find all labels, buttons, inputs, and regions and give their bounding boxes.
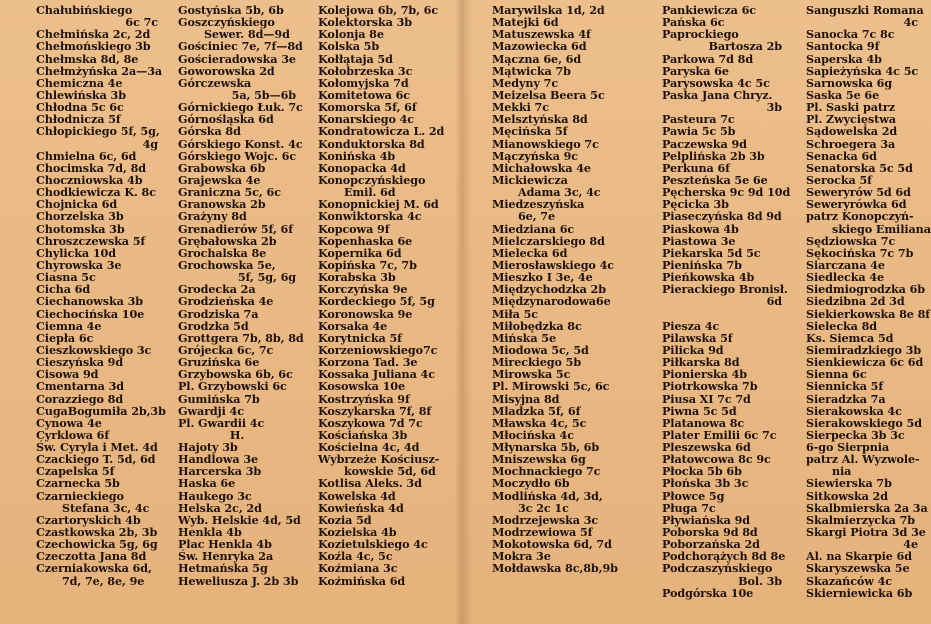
- street-entry: Konduktorska 8d: [318, 136, 425, 151]
- street-entry: 4e: [903, 537, 918, 552]
- street-entry: Choczniowska 4b: [36, 172, 143, 187]
- street-entry: Płońska 3b 3c: [662, 476, 749, 491]
- street-entry: Emil. 6d: [344, 185, 396, 200]
- street-entry: Paczewska 9d: [662, 136, 747, 151]
- street-entry: Sarnowska 6g: [806, 75, 893, 90]
- street-entry: Matejki 6d: [492, 15, 559, 30]
- street-entry: Miłobędzka 8c: [492, 318, 582, 333]
- street-entry: Bartosza 2b: [708, 39, 782, 54]
- street-entry: Pierackiego Bronisł.: [662, 282, 788, 297]
- street-entry: Mochnackiego 7c: [492, 464, 601, 479]
- street-entry: Piaseczyńska 8d 9d: [662, 209, 782, 224]
- street-entry: Kolonja 8e: [318, 27, 384, 42]
- street-entry: Pl. Gwardii 4c: [178, 415, 265, 430]
- street-entry: Pl. Saski patrz: [806, 100, 895, 115]
- street-entry: Skargi Piotra 3d 3e: [806, 525, 926, 540]
- street-entry: Chłodnicza 5f: [36, 112, 121, 127]
- street-entry: Chłodna 5c 6c: [36, 100, 124, 115]
- street-entry: Chyrowska 3e: [36, 257, 122, 272]
- street-entry: Korczyńska 9e: [318, 282, 408, 297]
- street-entry: Granowska 2b: [178, 197, 266, 212]
- street-entry: Czechowicka 5g, 6g: [36, 537, 158, 552]
- street-entry: Chełmońskiego 3b: [36, 39, 151, 54]
- street-entry: Matuszewska 4f: [492, 27, 591, 42]
- street-entry: Kostrzyńska 9f: [318, 391, 410, 406]
- street-entry: Siedmiogrodzka 6b: [806, 282, 925, 297]
- street-entry: Siedlecka 4e: [806, 270, 885, 285]
- street-entry: Handlowa 3e: [178, 452, 259, 467]
- street-entry: Czarnieckiego: [36, 488, 124, 503]
- street-entry: Grodecka 2a: [178, 282, 256, 297]
- street-entry: Chemiczna 4e: [36, 75, 123, 90]
- street-entry: Młocińska 4c: [492, 427, 574, 442]
- street-entry: Konopacka 4d: [318, 160, 406, 175]
- street-entry: 3c 2c 1c: [518, 500, 569, 515]
- street-entry: patrz Konopczyń-: [806, 209, 914, 224]
- street-entry: Koźla 4c, 5c: [318, 549, 393, 564]
- street-entry: Ks. Siemca 5d: [806, 330, 894, 345]
- street-entry: Heweliusza J. 2b 3b: [178, 573, 299, 588]
- street-entry: Kossaka Juliana 4c: [318, 367, 435, 382]
- street-entry: Kotlisa Aleks. 3d: [318, 476, 422, 491]
- street-entry: Grodzieńska 4e: [178, 294, 274, 309]
- street-entry: Pilawska 5f: [662, 330, 733, 345]
- street-entry: Kościelna 4c, 4d: [318, 440, 420, 455]
- street-entry: Kościańska 3b: [318, 427, 408, 442]
- street-entry: Modrzewiowa 5f: [492, 525, 593, 540]
- street-entry: Piaskowa 4b: [662, 221, 739, 236]
- street-entry: Grójecka 6c, 7c: [178, 342, 274, 357]
- street-entry: Sienkiewicza 6c 6d: [806, 355, 924, 370]
- street-entry: Poborzańska 2d: [662, 537, 760, 552]
- street-entry: Grębałowska 2b: [178, 233, 277, 248]
- street-entry: Czartoryskich 4b: [36, 512, 141, 527]
- street-entry: Sierakowskiego 5d: [806, 415, 922, 430]
- street-entry: Płocka 5b 6b: [662, 464, 742, 479]
- street-entry: 4c: [903, 15, 918, 30]
- street-entry: Koszykarska 7f, 8f: [318, 403, 432, 418]
- street-entry: Kosowska 10e: [318, 379, 406, 394]
- street-entry: Saska 5e 6e: [806, 87, 880, 102]
- street-entry: Chełmińska 2c, 2d: [36, 27, 151, 42]
- street-entry: Pęcicka 3b: [662, 197, 729, 212]
- street-entry: Kopenhaska 6e: [318, 233, 413, 248]
- street-entry: Kozietulskiego 4c: [318, 537, 428, 552]
- street-entry: Koronowska 9e: [318, 306, 413, 321]
- street-entry: Senatorska 5c 5d: [806, 160, 913, 175]
- index-column-4: [492, 4, 642, 575]
- street-entry: Mladzka 5f, 6f: [492, 403, 581, 418]
- street-entry: Mirowska 5c: [492, 367, 571, 382]
- street-entry: Mokra 3e: [492, 549, 551, 564]
- street-entry: Paska Jana Chryz.: [662, 87, 773, 102]
- street-entry: Konińska 4b: [318, 148, 396, 163]
- street-entry: Chorzelska 3b: [36, 209, 124, 224]
- street-entry: Kozielska 4b: [318, 525, 397, 540]
- street-entry: 6d: [766, 294, 782, 309]
- street-entry: Mierosławskiego 4c: [492, 257, 614, 272]
- street-entry: Pływiańska 9d: [662, 512, 750, 527]
- street-entry: Sanguszki Romana: [806, 3, 924, 17]
- street-entry: Chałubińskiego: [36, 3, 133, 17]
- street-entry: Korabska 3b: [318, 270, 396, 285]
- street-entry: Mielecka 6d: [492, 245, 568, 260]
- street-entry: Siewierska 7b: [806, 476, 892, 491]
- street-entry: Siedzibna 2d 3d: [806, 294, 905, 309]
- street-entry: Podczaszyńskiego: [662, 561, 773, 576]
- street-entry: Pienińska 7b: [662, 257, 742, 272]
- street-entry: Pelplińska 2b 3b: [662, 148, 765, 163]
- street-entry: Kolejowa 6b, 7b, 6c: [318, 3, 439, 17]
- street-entry: patrz Al. Wyzwole-: [806, 452, 920, 467]
- street-entry: Sielecka 8d: [806, 318, 878, 333]
- street-entry: Sieradzka 7a: [806, 391, 886, 406]
- street-entry: Chylicka 10d: [36, 245, 116, 260]
- street-entry: Hetmańska 5g: [178, 561, 268, 576]
- street-entry: Pawia 5c 5b: [662, 124, 736, 139]
- street-entry: Skaryszewska 5e: [806, 561, 910, 576]
- street-entry: Cynowa 4e: [36, 415, 102, 430]
- street-entry: Stefana 3c, 4c: [62, 500, 150, 515]
- street-entry: Konarskiego 4c: [318, 112, 415, 127]
- street-entry: Ciasna 5c: [36, 270, 96, 285]
- street-entry: Sękocińska 7c 7b: [806, 245, 914, 260]
- street-entry: Cyrklowa 6f: [36, 427, 110, 442]
- street-entry: 7d, 7e, 8e, 9e: [62, 573, 145, 588]
- street-entry: Ciechanowska 3b: [36, 294, 143, 309]
- street-entry: Goworowska 2d: [178, 63, 275, 78]
- street-entry: Grodziska 7a: [178, 306, 259, 321]
- street-entry: Chełmżyńska 2a—3a: [36, 63, 163, 78]
- street-entry: Konopnickiej M. 6d: [318, 197, 439, 212]
- street-entry: Kowieńska 4d: [318, 500, 404, 515]
- street-entry: Miedzeszyńska: [492, 197, 585, 212]
- street-entry: Piusa XI 7c 7d: [662, 391, 751, 406]
- street-entry: Komitetowa 6c: [318, 87, 411, 102]
- street-entry: Grochalska 8e: [178, 245, 267, 260]
- street-entry: Marywilska 1d, 2d: [492, 3, 605, 17]
- street-entry: Hajoty 3b: [178, 440, 238, 455]
- street-entry: Henkla 4b: [178, 525, 242, 540]
- street-entry: Gostyńska 5b, 6b: [178, 3, 284, 17]
- street-entry: Harcerska 3b: [178, 464, 262, 479]
- street-entry: Al. na Skarpie 6d: [806, 549, 912, 564]
- street-entry: Podchorążych 8d 8e: [662, 549, 786, 564]
- street-entry: Chodkiewicza K. 8c: [36, 185, 156, 200]
- street-entry: Sewer. 8d—9d: [204, 27, 290, 42]
- street-entry: Chotomska 3b: [36, 221, 125, 236]
- street-entry: Korytnicka 5f: [318, 330, 402, 345]
- street-entry: Corazziego 8d: [36, 391, 124, 406]
- street-entry: Piłkarska 8d: [662, 355, 740, 370]
- street-entry: Cisowa 9d: [36, 367, 99, 382]
- street-entry: Górczewska: [178, 75, 252, 90]
- street-entry: Skazańców 4c: [806, 573, 893, 588]
- street-entry: Skierniewicka 6b: [806, 585, 913, 600]
- street-entry: Parysowska 4c 5c: [662, 75, 770, 90]
- street-entry: Chłopickiego 5f, 5g,: [36, 124, 160, 139]
- street-entry: Kołomyjska 7d: [318, 75, 409, 90]
- street-entry: Chlewińska 3b: [36, 87, 126, 102]
- street-entry: CugaBogumiła 2b,3b: [36, 403, 166, 418]
- street-entry: Mickiewicza: [492, 172, 568, 187]
- street-entry: Serocka 5f: [806, 172, 872, 187]
- street-entry: Pasteura 7c: [662, 112, 735, 127]
- street-entry: Młynarska 5b, 6b: [492, 440, 600, 455]
- street-entry: Pleszewska 6d: [662, 440, 751, 455]
- street-entry: Piesza 4c: [662, 318, 720, 333]
- street-entry: Modlińska 4d, 3d,: [492, 488, 603, 503]
- street-entry: Pl. Mirowski 5c, 6c: [492, 379, 610, 394]
- street-entry: Grzybowska 6b, 6c: [178, 367, 293, 382]
- index-column-1: [36, 3, 166, 588]
- street-entry: Mławska 4c, 5c: [492, 415, 587, 430]
- street-entry: Siennicka 5f: [806, 379, 884, 394]
- street-entry: Św. Cyryla i Met. 4d: [36, 440, 158, 455]
- street-entry: Konopczyńskiego: [318, 172, 426, 187]
- street-entry: Sądowelska 2d: [806, 124, 898, 139]
- street-entry: Grodzka 5d: [178, 318, 249, 333]
- street-entry: [662, 308, 782, 320]
- street-entry: Mińska 5e: [492, 330, 556, 345]
- street-entry: Pankiewicza 6c: [662, 3, 756, 17]
- street-entry: Mączyńska 9c: [492, 148, 579, 163]
- street-entry: 5f, 5g, 6g: [237, 270, 296, 285]
- street-entry: Cicha 6d: [36, 282, 91, 297]
- street-entry: Melsztyńska 8d: [492, 112, 588, 127]
- street-entry: Czastkowska 2b, 3b: [36, 525, 158, 540]
- street-entry: Plater Emilii 6c 7c: [662, 427, 777, 442]
- street-entry: Pionierska 4b: [662, 367, 748, 382]
- street-entry: Kołłątaja 5d: [318, 51, 393, 66]
- street-entry: Chojnicka 6d: [36, 197, 118, 212]
- street-entry: Grottgera 7b, 8b, 8d: [178, 330, 304, 345]
- street-entry: Mieszko I 3e, 4e: [492, 270, 593, 285]
- street-entry: Pieńkowska 4b: [662, 270, 755, 285]
- street-entry: Mazowiecka 6d: [492, 39, 587, 54]
- street-entry: Chmielna 6c, 6d: [36, 148, 137, 163]
- street-entry: Korzeniowskiego7c: [318, 342, 438, 357]
- street-entry: Kordeckiego 5f, 5g: [318, 294, 435, 309]
- street-entry: Grenadierów 5f, 6f: [178, 221, 293, 236]
- street-entry: Kowelska 4d: [318, 488, 396, 503]
- street-entry: Grażyny 8d: [178, 209, 247, 224]
- street-entry: Koźmińska 6d: [318, 573, 406, 588]
- street-entry: Sierpecka 3b 3c: [806, 427, 905, 442]
- street-entry: Chocimska 7d, 8d: [36, 160, 146, 175]
- street-entry: Sitkowska 2d: [806, 488, 888, 503]
- street-entry: Międzychodzka 2b: [492, 282, 606, 297]
- street-entry: Seweryrów 5d 6d: [806, 185, 911, 200]
- street-entry: Gwardji 4c: [178, 403, 244, 418]
- street-entry: Miodowa 5c, 5d: [492, 342, 589, 357]
- street-entry: Pługa 7c: [662, 500, 716, 515]
- street-entry: Międzynarodowa6e: [492, 294, 611, 309]
- street-entry: Kondratowicza L. 2d: [318, 124, 445, 139]
- street-entry: Komorska 5f, 6f: [318, 100, 417, 115]
- street-entry: Siemiradzkiego 3b: [806, 342, 922, 357]
- index-column-6: [806, 3, 931, 600]
- street-entry: Koszykowa 7d 7c: [318, 415, 423, 430]
- street-entry: Ciechocińska 10e: [36, 306, 145, 321]
- street-entry: Płowce 5g: [662, 488, 725, 503]
- index-column-5: [662, 3, 791, 600]
- street-entry: Meizelsa Beera 5c: [492, 87, 605, 102]
- street-entry: Pańska 6c: [662, 15, 725, 30]
- street-entry: Kolska 5b: [318, 39, 380, 54]
- street-entry: Poborska 9d 8d: [662, 525, 758, 540]
- street-entry: Cieszyńska 9d: [36, 355, 124, 370]
- street-entry: Płatowcowa 8c 9c: [662, 452, 771, 467]
- street-entry: Cmentarna 3d: [36, 379, 124, 394]
- street-entry: Sienna 6c: [806, 367, 867, 382]
- street-entry: Michałowska 4e: [492, 160, 591, 175]
- street-entry: Grajewska 4e: [178, 172, 261, 187]
- street-entry: Kopcowa 9f: [318, 221, 390, 236]
- street-entry: Sanocka 7c 8c: [806, 27, 895, 42]
- street-entry: Pl. Zwycięstwa: [806, 112, 896, 127]
- street-entry: Kopińska 7c, 7b: [318, 257, 417, 272]
- street-entry: Wybrzeże Kościusz-: [318, 452, 440, 467]
- street-entry: Korsaka 4e: [318, 318, 388, 333]
- street-entry: Gruzińska 6e: [178, 355, 260, 370]
- street-entry: Goszczyńskiego: [178, 15, 275, 30]
- street-entry: Czapelska 5f: [36, 464, 115, 479]
- section-letter-heading: H.: [229, 427, 245, 442]
- street-entry: Wyb. Helskie 4d, 5d: [178, 512, 301, 527]
- street-entry: skiego Emiliana: [832, 221, 931, 236]
- street-entry: Piekarska 5d 5c: [662, 245, 761, 260]
- street-entry: Miła 5c: [492, 306, 538, 321]
- street-entry: Moczydło 6b: [492, 476, 570, 491]
- index-column-2: [178, 3, 304, 588]
- street-entry: Gościeradowska 3e: [178, 51, 296, 66]
- street-entry: Modrzejewska 3c: [492, 512, 599, 527]
- street-entry: Mianowskiego 7c: [492, 136, 599, 151]
- street-entry: Senacka 6d: [806, 148, 877, 163]
- street-entry: Św. Henryka 2a: [178, 549, 274, 564]
- street-entry: Chełmska 8d, 8e: [36, 51, 139, 66]
- street-entry: Seweryrówka 6d: [806, 197, 907, 212]
- street-entry: Mielczarskiego 8d: [492, 233, 605, 248]
- street-entry: Siekierkowska 8e 8f: [806, 306, 930, 321]
- street-entry: Kopernika 6d: [318, 245, 402, 260]
- street-entry: 6c 7c: [125, 15, 158, 30]
- street-entry: Pilicka 9d: [662, 342, 724, 357]
- street-entry: nia: [832, 464, 852, 479]
- street-entry: Kozia 5d: [318, 512, 372, 527]
- street-entry: Chroszczewska 5f: [36, 233, 146, 248]
- street-entry: Graniczna 5c, 6c: [178, 185, 281, 200]
- street-entry: Piastowa 3e: [662, 233, 736, 248]
- street-entry: Konwiktorska 4c: [318, 209, 422, 224]
- street-entry: Ciemna 4e: [36, 318, 102, 333]
- street-entry: Koźmiana 3c: [318, 561, 398, 576]
- street-entry: kowskie 5d, 6d: [344, 464, 436, 479]
- street-entry: Siarczana 4e: [806, 257, 885, 272]
- street-entry: Paryska 6e: [662, 63, 729, 78]
- street-entry: Grabowska 6b: [178, 160, 266, 175]
- street-entry: Kolektorska 3b: [318, 15, 412, 30]
- street-entry: 5a, 5b—6b: [231, 87, 296, 102]
- street-entry: Czerniakowska 6d,: [36, 561, 152, 576]
- street-entry: 6e, 7e: [518, 209, 555, 224]
- street-entry: Skalbmierska 2a 3a: [806, 500, 928, 515]
- street-entry: Czackiego T. 5d, 6d: [36, 452, 156, 467]
- street-entry: Podgórska 10e: [662, 585, 754, 600]
- street-entry: Mniszewska 6g: [492, 452, 586, 467]
- street-entry: Ciepła 6c: [36, 330, 94, 345]
- street-entry: 3b: [766, 100, 782, 115]
- street-entry: Gumińska 7b: [178, 391, 260, 406]
- street-entry: Górnickiego Łuk. 7c: [178, 100, 303, 115]
- street-entry: Mołdawska 8c,8b,9b: [492, 561, 618, 576]
- street-entry: Paprockiego: [662, 27, 739, 42]
- street-entry: Schroegera 3a: [806, 136, 896, 151]
- street-entry: Adama 3c, 4c: [518, 185, 601, 200]
- street-entry: Helska 2c, 2d: [178, 500, 262, 515]
- street-entry: Santocka 9f: [806, 39, 880, 54]
- street-entry: Grochowska 5e,: [178, 257, 276, 272]
- street-entry: Pęcherska 9c 9d 10d: [662, 185, 791, 200]
- street-entry: Górskiego Konst. 4c: [178, 136, 303, 151]
- street-entry: Sapieżyńska 4c 5c: [806, 63, 919, 78]
- street-entry: Haska 6e: [178, 476, 236, 491]
- street-entry: Peszteńska 5e 6e: [662, 172, 768, 187]
- street-entry: Górskiego Wojc. 6c: [178, 148, 297, 163]
- street-entry: Piwna 5c 5d: [662, 403, 737, 418]
- street-entry: Saperska 4b: [806, 51, 882, 66]
- street-entry: Pl. Grzybowski 6c: [178, 379, 287, 394]
- street-entry: Miedziana 6c: [492, 221, 575, 236]
- street-entry: Korzona Tad. 3e: [318, 355, 418, 370]
- street-entry: Górnośląska 6d: [178, 112, 274, 127]
- street-entry: Platanowa 8c: [662, 415, 745, 430]
- street-entry: Sędziowska 7c: [806, 233, 896, 248]
- street-entry: Medyny 7c: [492, 75, 559, 90]
- street-entry: 6-go Sierpnia: [806, 440, 890, 455]
- street-entry: 4g: [142, 136, 158, 151]
- street-entry: Piotrkowska 7b: [662, 379, 758, 394]
- street-entry: Sierakowska 4c: [806, 403, 902, 418]
- street-entry: Mątwicka 7b: [492, 63, 571, 78]
- street-entry: Misyjna 8d: [492, 391, 560, 406]
- street-entry: Mączna 6e, 6d: [492, 51, 582, 66]
- street-entry: Plac Henkla 4b: [178, 537, 272, 552]
- street-entry: Bol. 3b: [738, 573, 782, 588]
- street-entry: Męcińska 5f: [492, 124, 568, 139]
- street-entry: Skalmierzycka 7b: [806, 512, 915, 527]
- street-entry: Cieszkowskiego 3c: [36, 342, 152, 357]
- street-entry: Czarnecka 5b: [36, 476, 120, 491]
- street-entry: Mekki 7c: [492, 100, 549, 115]
- street-entry: Czeczotta Jana 8d: [36, 549, 147, 564]
- street-entry: Mokotowska 6d, 7d: [492, 537, 612, 552]
- street-entry: Perkuna 6f: [662, 160, 730, 175]
- street-entry: Parkowa 7d 8d: [662, 51, 754, 66]
- street-entry: Gościniec 7e, 7f—8d: [178, 39, 303, 54]
- street-entry: Kołobrzeska 3c: [318, 63, 413, 78]
- street-entry: Mireckiego 5b: [492, 355, 582, 370]
- index-column-3: [318, 4, 444, 587]
- street-entry: Haukego 3c: [178, 488, 252, 503]
- street-entry: Górska 8d: [178, 124, 241, 139]
